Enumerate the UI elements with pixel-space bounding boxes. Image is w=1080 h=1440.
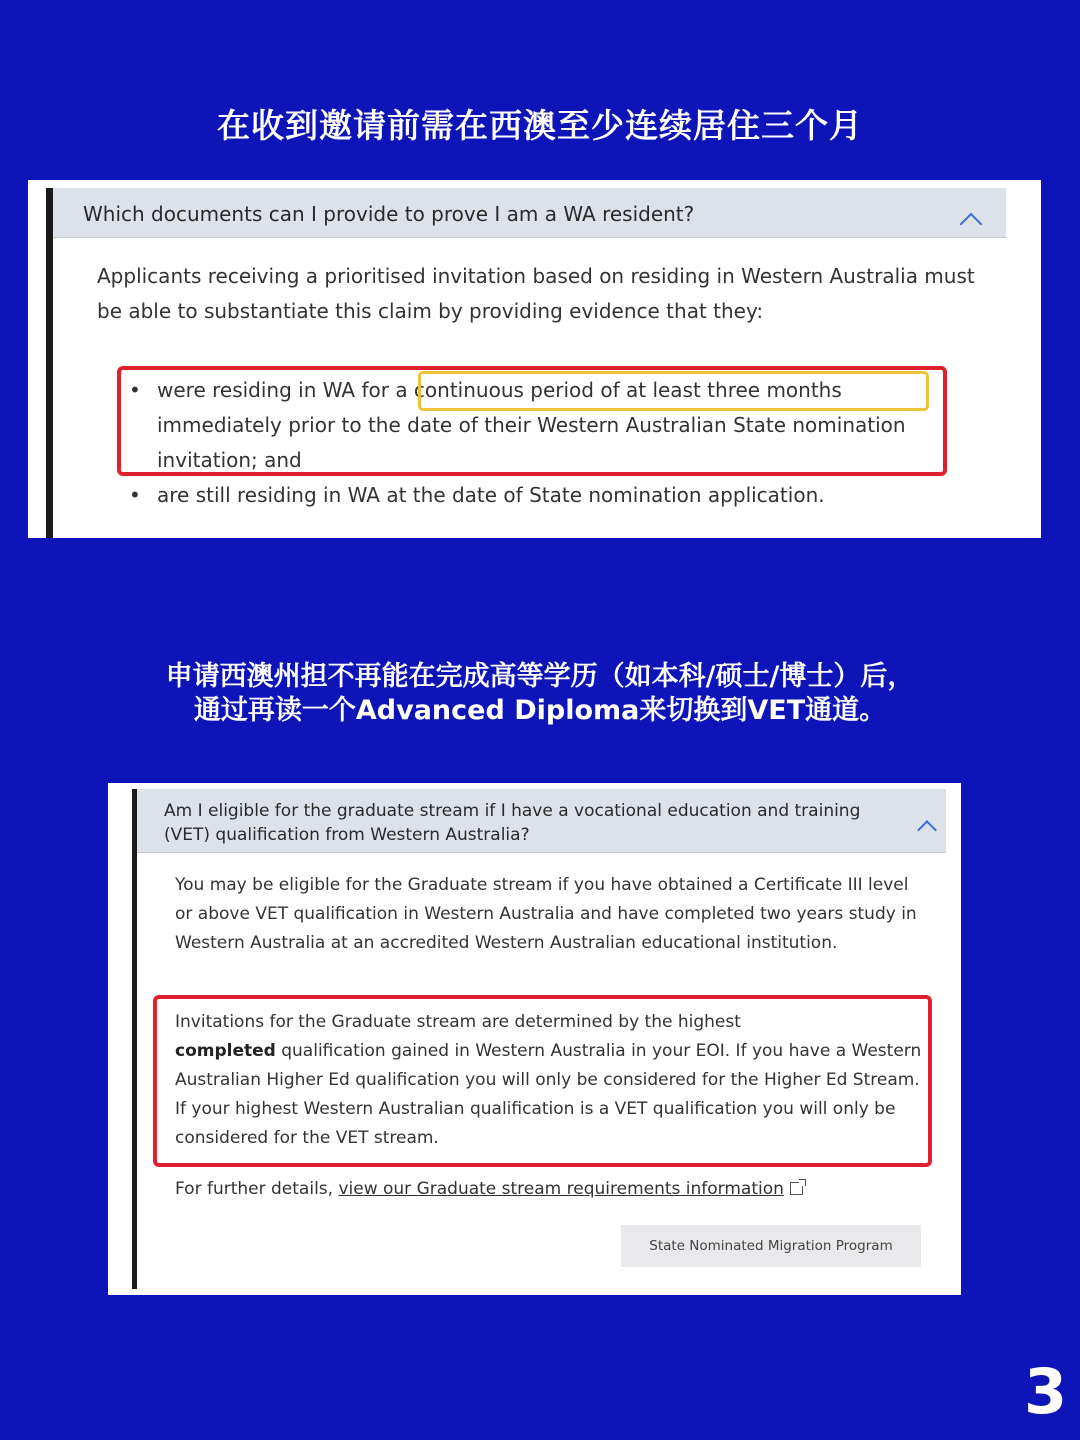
- program-tag[interactable]: State Nominated Migration Program: [621, 1225, 921, 1267]
- headline-middle-line2: 通过再读一个Advanced Diploma来切换到VET通道。: [193, 695, 887, 726]
- paragraph-rest: qualification gained in Western Australia in your EOI. If you have a Western Australian Higher Ed qualification you will only be considered for the Higher Ed Stream. If your highest Western Australian qualification is a VET qualification you will only be considered for the VET stream.: [175, 1041, 922, 1148]
- faq-card-wa-resident: [28, 180, 1041, 538]
- faq-question-text: Am I eligible for the graduate stream if I have a vocational education and training (VET) qualification from Western Australia?: [164, 801, 861, 845]
- chevron-up-icon[interactable]: [960, 213, 983, 236]
- faq-question-header[interactable]: [137, 789, 946, 853]
- red-highlight-box: [153, 995, 932, 1167]
- headline-middle-line1: 申请西澳州担不再能在完成高等学历（如本科/硕士/博士）后，: [165, 661, 915, 692]
- list-item: • were residing in WA for a continuous period of at least three months immediately prior to the date of their Western Australian State nomination invitation; and: [123, 373, 953, 478]
- faq-card-graduate-vet: [108, 783, 961, 1295]
- page-number: 3: [1024, 1355, 1068, 1428]
- headline-top: 在收到邀请前需在西澳至少连续居住三个月: [217, 106, 863, 145]
- faq-answer-intro: Applicants receiving a prioritised invitation based on residing in Western Australia must be able to substantiate this claim by providing evidence that they:: [97, 264, 975, 323]
- card-accent-bar: [46, 188, 53, 538]
- paragraph-line: Invitations for the Graduate stream are determined by the highest: [175, 1012, 741, 1032]
- bold-emphasis: completed: [175, 1041, 276, 1061]
- yellow-highlight-box: [418, 371, 929, 411]
- card-accent-bar: [132, 789, 137, 1289]
- list-item: • are still residing in WA at the date of State nomination application.: [123, 478, 953, 513]
- graduate-requirements-link[interactable]: view our Graduate stream requirements information: [338, 1179, 784, 1199]
- faq-answer-paragraph: You may be eligible for the Graduate stream if you have obtained a Certificate III level or above VET qualification in Western Australia and have completed two years study in Western Australia at an accredited Western Australian educational institution.: [175, 875, 917, 953]
- further-details: [175, 1176, 925, 1202]
- further-prefix: For further details,: [175, 1179, 339, 1199]
- chevron-up-icon[interactable]: [917, 820, 937, 840]
- external-link-icon: [790, 1182, 803, 1195]
- faq-question-text: Which documents can I provide to prove I am a WA resident?: [83, 202, 695, 226]
- faq-question-header[interactable]: [53, 188, 1006, 238]
- headline-middle: [0, 660, 1080, 728]
